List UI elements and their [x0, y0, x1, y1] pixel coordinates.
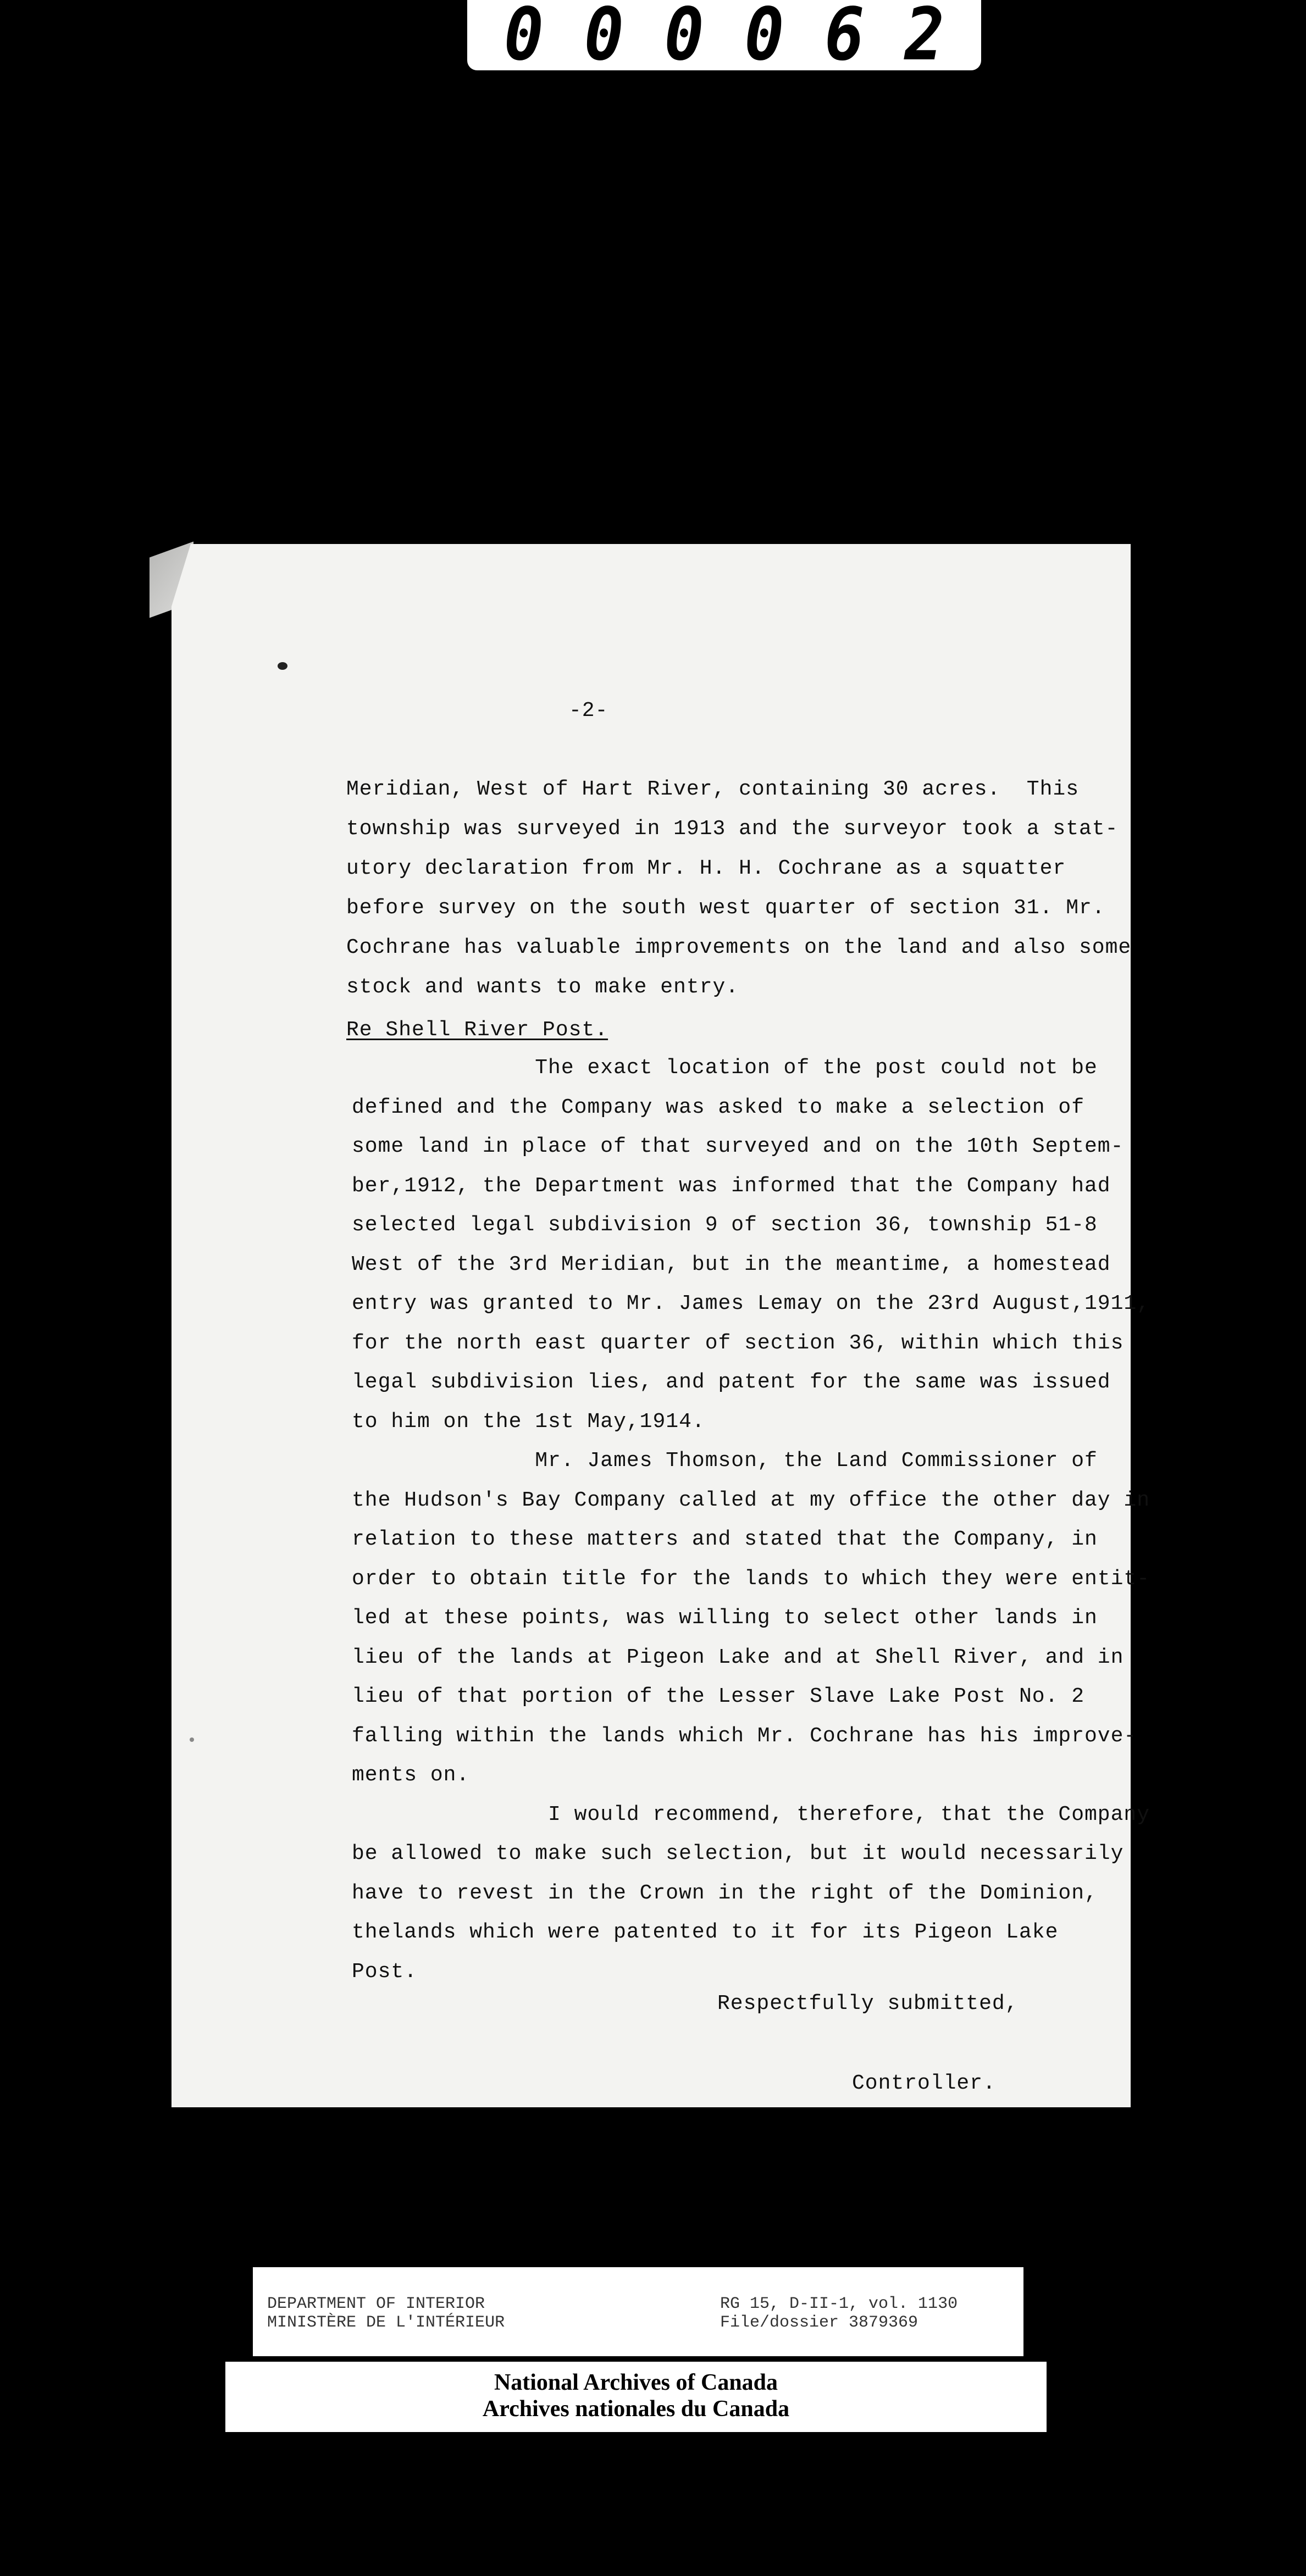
closing: Respectfully submitted,: [717, 1992, 1019, 2016]
text-line: Post.: [352, 1959, 418, 1984]
text-line: Mr. James Thomson, the Land Commissioner of: [352, 1449, 1098, 1473]
text-line: the Hudson's Bay Company called at my office the other day in: [352, 1488, 1150, 1512]
text-line: township was surveyed in 1913 and the surveyor took a stat-: [346, 817, 1119, 841]
text-line: defined and the Company was asked to make a selection of: [352, 1095, 1085, 1119]
archives-label: [225, 2362, 1047, 2432]
text-line: The exact location of the post could not be: [352, 1056, 1098, 1080]
frame-digit: 0: [744, 0, 784, 77]
frame-digit: 0: [503, 0, 544, 77]
stamp-dept-fr: MINISTÈRE DE L'INTÉRIEUR: [267, 2313, 505, 2332]
text-line: stock and wants to make entry.: [346, 975, 739, 999]
archives-name-en: National Archives of Canada: [494, 2370, 778, 2395]
text-line: lieu of that portion of the Lesser Slave Lake Post No. 2: [352, 1685, 1085, 1708]
text-line: relation to these matters and stated that the Company, in: [352, 1528, 1098, 1551]
text-line: for the north east quarter of section 36, within which this: [352, 1331, 1124, 1355]
text-line: West of the 3rd Meridian, but in the meantime, a homestead: [352, 1252, 1111, 1276]
paper-speck: [278, 662, 287, 670]
frame-digit: 6: [824, 0, 865, 77]
text-line: lieu of the lands at Pigeon Lake and at Shell River, and in: [352, 1645, 1124, 1669]
frame-number: [467, 0, 981, 77]
text-line: falling within the lands which Mr. Cochrane has his improve-: [352, 1724, 1137, 1748]
text-line: legal subdivision lies, and patent for the same was issued: [352, 1370, 1111, 1394]
text-line: thelands which were patented to it for its Pigeon Lake: [352, 1920, 1059, 1944]
archive-stamp: [253, 2267, 1023, 2356]
stamp-department: [267, 2295, 505, 2332]
stamp-file-number: File/dossier 3879369: [720, 2313, 918, 2332]
stamp-reference: [720, 2295, 958, 2332]
archives-name-fr: Archives nationales du Canada: [482, 2396, 790, 2422]
text-line: have to revest in the Crown in the right of the Dominion,: [352, 1881, 1098, 1905]
frame-digit: 2: [904, 0, 945, 77]
text-line: Meridian, West of Hart River, containing 30 acres. This: [346, 778, 1080, 801]
text-line: order to obtain title for the lands to which they were entit-: [352, 1567, 1150, 1591]
text-line: some land in place of that surveyed and on the 10th Septem-: [352, 1135, 1124, 1158]
frame-digit: 0: [584, 0, 624, 77]
text-line: be allowed to make such selection, but it would necessarily: [352, 1842, 1124, 1866]
text-line: to him on the 1st May,1914.: [352, 1409, 705, 1434]
text-line: selected legal subdivision 9 of section 36, township 51-8: [352, 1213, 1098, 1237]
text-line: ber,1912, the Department was informed that the Company had: [352, 1174, 1111, 1198]
page-number: -2-: [569, 699, 608, 723]
paper-speck: [190, 1737, 194, 1742]
stamp-dept-en: DEPARTMENT OF INTERIOR: [267, 2295, 485, 2313]
text-line: ments on.: [352, 1763, 470, 1787]
text-line: Cochrane has valuable improvements on the land and also some: [346, 936, 1132, 959]
text-line: before survey on the south west quarter of section 31. Mr.: [346, 896, 1105, 920]
text-line: I would recommend, therefore, that the Company: [352, 1802, 1150, 1826]
signature: Controller.: [852, 2072, 996, 2095]
text-line: entry was granted to Mr. James Lemay on the 23rd August,1911,: [352, 1292, 1150, 1315]
section-heading: Re Shell River Post.: [346, 1018, 608, 1042]
frame-digit: 0: [664, 0, 704, 77]
text-line: led at these points, was willing to select other lands in: [352, 1606, 1098, 1630]
text-line: utory declaration from Mr. H. H. Cochrane as a squatter: [346, 857, 1066, 880]
stamp-reference-number: RG 15, D-II-1, vol. 1130: [720, 2295, 958, 2313]
